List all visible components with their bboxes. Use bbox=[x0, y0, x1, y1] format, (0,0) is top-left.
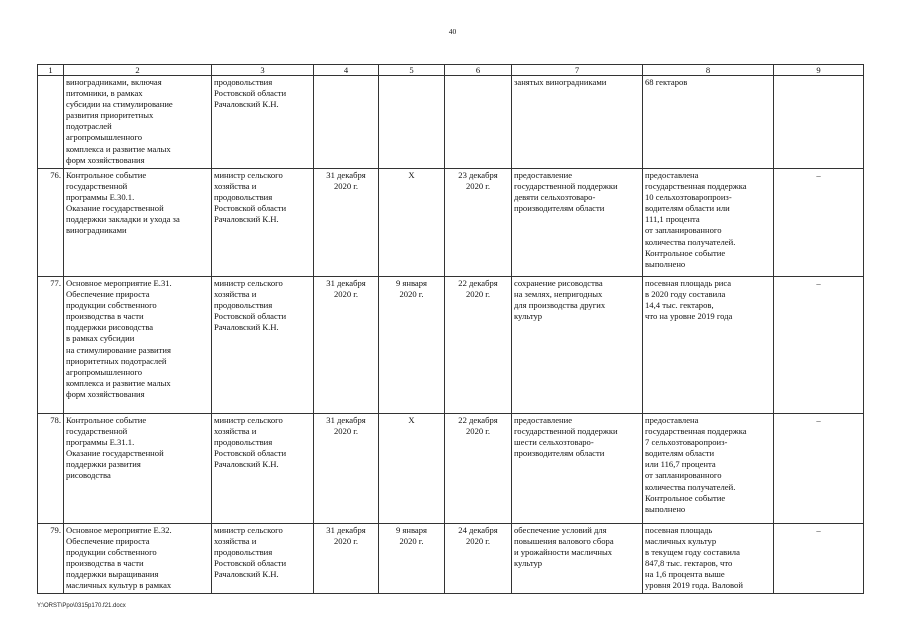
column-number: 5 bbox=[379, 65, 445, 76]
responsible-cell bbox=[212, 76, 314, 169]
cell-text-line: на стимулирование развития bbox=[66, 344, 171, 355]
cell-text-line: Рачаловский К.Н. bbox=[214, 569, 279, 580]
table-row-78 bbox=[38, 414, 864, 524]
start-date-cell bbox=[379, 414, 445, 524]
cell-text-line: масличных культур в рамках bbox=[66, 580, 172, 591]
cell-text-line: Ростовской области bbox=[214, 203, 287, 214]
cell-text-line: Рачаловский К.Н. bbox=[214, 99, 279, 110]
cell-text-line: 31 декабря bbox=[326, 415, 366, 425]
fact-date-cell bbox=[445, 277, 512, 414]
plan-date-cell bbox=[314, 277, 379, 414]
cell-text-line: на 1,6 процента выше bbox=[645, 569, 725, 580]
cell-text-line: водителям области bbox=[645, 448, 715, 459]
cell-text-line: 22 декабря bbox=[458, 278, 498, 288]
cell-text-line: 23 декабря bbox=[458, 170, 498, 180]
table-row-77 bbox=[38, 277, 864, 414]
row-number: 78. bbox=[38, 414, 64, 524]
cell-text-line: в 2020 году составила bbox=[645, 289, 726, 300]
cell-text-line: в текущем году составила bbox=[645, 547, 740, 558]
event-cell bbox=[64, 76, 212, 169]
cell-text-line: количества получателей. bbox=[645, 481, 736, 492]
cell-text-line: Ростовской области bbox=[214, 448, 287, 459]
cell-text-line: 31 декабря bbox=[326, 170, 366, 180]
cell-text-line: количества получателей. bbox=[645, 236, 736, 247]
table-row-79 bbox=[38, 524, 864, 594]
actual-result-cell bbox=[643, 277, 774, 414]
cell-text-line: на землях, непригодных bbox=[514, 289, 603, 300]
note-cell bbox=[774, 414, 864, 524]
event-cell bbox=[64, 414, 212, 524]
cell-text-line: 7 сельхозтоваропроиз- bbox=[645, 437, 728, 448]
cell-text-line: министр сельского bbox=[214, 170, 283, 180]
cell-text-line: 10 сельхозтоваропроиз- bbox=[645, 192, 732, 203]
cell-text-line: продовольствия bbox=[214, 547, 273, 558]
note-cell bbox=[774, 76, 864, 169]
cell-text-line: Ростовской области bbox=[214, 311, 287, 322]
cell-text-line: Оказание государственной bbox=[66, 448, 164, 459]
column-number: 2 bbox=[64, 65, 212, 76]
fact-date-cell bbox=[445, 414, 512, 524]
cell-text-line: Обеспечение прироста bbox=[66, 289, 150, 300]
cell-text-line: посевная площадь bbox=[645, 525, 713, 535]
column-number: 7 bbox=[512, 65, 643, 76]
cell-text-line: – bbox=[816, 170, 821, 180]
cell-text-line: 2020 г. bbox=[465, 181, 491, 192]
cell-text-line: государственная поддержка bbox=[645, 426, 747, 437]
cell-text-line: 2020 г. bbox=[465, 289, 491, 300]
cell-text-line: приоритетных подотраслей bbox=[66, 355, 167, 366]
actual-result-cell bbox=[643, 524, 774, 594]
cell-text-line: государственной bbox=[66, 426, 128, 437]
cell-text-line: или 116,7 процента bbox=[645, 459, 716, 470]
cell-text-line: повышения валового сбора bbox=[514, 536, 614, 547]
cell-text-line: Ростовской области bbox=[214, 558, 287, 569]
cell-text-line: Обеспечение прироста bbox=[66, 536, 150, 547]
column-number-row bbox=[38, 65, 864, 76]
cell-text-line: от запланированного bbox=[645, 470, 722, 481]
cell-text-line: шести сельхозтоваро- bbox=[514, 437, 594, 448]
start-date-cell bbox=[379, 524, 445, 594]
cell-text-line: программы Е.30.1. bbox=[66, 192, 135, 203]
cell-text-line: 2020 г. bbox=[399, 289, 424, 300]
cell-text-line: и урожайности масличных bbox=[514, 547, 613, 558]
responsible-cell bbox=[212, 414, 314, 524]
cell-text-line: комплекса и развитие малых bbox=[66, 143, 171, 154]
note-cell bbox=[774, 524, 864, 594]
planned-result-cell bbox=[512, 169, 643, 277]
cell-text-line: Оказание государственной bbox=[66, 203, 164, 214]
cell-text-line: развития приоритетных bbox=[66, 110, 154, 121]
cell-text-line: выполнено bbox=[645, 258, 686, 269]
row-number: 77. bbox=[38, 277, 64, 414]
cell-text-line: 847,8 тыс. гектаров, что bbox=[645, 558, 733, 569]
actual-result-cell bbox=[643, 169, 774, 277]
cell-text-line: хозяйства и bbox=[214, 181, 257, 192]
cell-text-line: – bbox=[816, 415, 821, 425]
cell-text-line: Ростовской области bbox=[214, 88, 287, 99]
start-date-cell bbox=[379, 76, 445, 169]
cell-text-line: Основное мероприятие Е.32. bbox=[66, 525, 172, 535]
event-cell bbox=[64, 277, 212, 414]
cell-text-line: 24 декабря bbox=[458, 525, 498, 535]
plan-date-cell bbox=[314, 524, 379, 594]
cell-text-line: культур bbox=[514, 311, 543, 322]
page-number: 40 bbox=[448, 27, 457, 36]
cell-text-line: Контрольное событие bbox=[66, 415, 147, 425]
column-number: 6 bbox=[445, 65, 512, 76]
planned-result-cell bbox=[512, 277, 643, 414]
column-number: 8 bbox=[643, 65, 774, 76]
cell-text-line: от запланированного bbox=[645, 225, 722, 236]
cell-text-line: Контрольное событие bbox=[645, 247, 726, 258]
cell-text-line: Рачаловский К.Н. bbox=[214, 322, 279, 333]
row-number bbox=[38, 76, 64, 169]
cell-text-line: масличных культур bbox=[645, 536, 717, 547]
cell-text-line: продовольствия bbox=[214, 192, 273, 203]
cell-text-line: Х bbox=[408, 170, 415, 180]
cell-text-line: подотраслей bbox=[66, 121, 112, 132]
cell-text-line: в рамках субсидии bbox=[66, 333, 135, 344]
planned-result-cell bbox=[512, 524, 643, 594]
cell-text-line: водителям области или bbox=[645, 203, 730, 214]
fact-date-cell bbox=[445, 524, 512, 594]
cell-text-line: предоставлена bbox=[645, 415, 699, 425]
start-date-cell bbox=[379, 169, 445, 277]
column-number: 3 bbox=[212, 65, 314, 76]
cell-text-line: девяти сельхозтоваро- bbox=[514, 192, 596, 203]
cell-text-line: хозяйства и bbox=[214, 289, 257, 300]
column-number: 1 bbox=[38, 65, 64, 76]
cell-text-line: обеспечение условий для bbox=[514, 525, 607, 535]
cell-text-line: предоставление bbox=[514, 415, 573, 425]
responsible-cell bbox=[212, 524, 314, 594]
cell-text-line: Х bbox=[408, 415, 415, 425]
row-number: 79. bbox=[38, 524, 64, 594]
event-cell bbox=[64, 169, 212, 277]
cell-text-line: рисоводства bbox=[66, 470, 111, 481]
cell-text-line: программы Е.31.1. bbox=[66, 437, 135, 448]
cell-text-line: что на уровне 2019 года bbox=[645, 311, 733, 322]
cell-text-line: форм хозяйствования bbox=[66, 388, 145, 399]
cell-text-line: форм хозяйствования bbox=[66, 154, 145, 165]
cell-text-line: 9 января bbox=[395, 278, 427, 288]
cell-text-line: 2020 г. bbox=[333, 289, 359, 300]
cell-text-line: субсидии на стимулирование bbox=[66, 99, 173, 110]
cell-text-line: хозяйства и bbox=[214, 536, 257, 547]
cell-text-line: 68 гектаров bbox=[645, 77, 688, 87]
cell-text-line: предоставлена bbox=[645, 170, 699, 180]
file-path-footer: Y:\ORST\Ppo\0315p170.f21.docx bbox=[37, 603, 126, 609]
cell-text-line: предоставление bbox=[514, 170, 573, 180]
cell-text-line: 2020 г. bbox=[333, 536, 359, 547]
cell-text-line: занятых виноградниками bbox=[514, 77, 607, 87]
cell-text-line: министр сельского bbox=[214, 415, 283, 425]
cell-text-line: хозяйства и bbox=[214, 426, 257, 437]
responsible-cell bbox=[212, 277, 314, 414]
cell-text-line: сохранение рисоводства bbox=[514, 278, 603, 288]
plan-date-cell bbox=[314, 169, 379, 277]
cell-text-line: агропромышленного bbox=[66, 132, 142, 143]
planned-result-cell bbox=[512, 414, 643, 524]
cell-text-line: питомники, в рамках bbox=[66, 88, 143, 99]
cell-text-line: продукции собственного bbox=[66, 300, 157, 311]
row-number: 76. bbox=[38, 169, 64, 277]
plan-date-cell bbox=[314, 76, 379, 169]
planned-result-cell bbox=[512, 76, 643, 169]
cell-text-line: виноградниками bbox=[66, 225, 127, 236]
cell-text-line: – bbox=[816, 278, 821, 288]
cell-text-line: культур bbox=[514, 558, 543, 569]
cell-text-line: 22 декабря bbox=[458, 415, 498, 425]
cell-text-line: 14,4 тыс. гектаров, bbox=[645, 300, 714, 311]
cell-text-line: посевная площадь риса bbox=[645, 278, 732, 288]
cell-text-line: производителям области bbox=[514, 203, 605, 214]
cell-text-line: продовольствия bbox=[214, 77, 273, 87]
note-cell bbox=[774, 277, 864, 414]
cell-text-line: министр сельского bbox=[214, 278, 283, 288]
cell-text-line: уровня 2019 года. Валовой bbox=[645, 580, 743, 591]
cell-text-line: поддержки развития bbox=[66, 459, 141, 470]
column-number: 9 bbox=[774, 65, 864, 76]
plan-date-cell bbox=[314, 414, 379, 524]
start-date-cell bbox=[379, 277, 445, 414]
cell-text-line: виноградниками, включая bbox=[66, 77, 162, 87]
table-row-continued bbox=[38, 76, 864, 169]
cell-text-line: производства в части bbox=[66, 311, 144, 322]
table-row-76 bbox=[38, 169, 864, 277]
cell-text-line: продовольствия bbox=[214, 300, 273, 311]
cell-text-line: государственная поддержка bbox=[645, 181, 747, 192]
cell-text-line: продукции собственного bbox=[66, 547, 157, 558]
fact-date-cell bbox=[445, 169, 512, 277]
cell-text-line: – bbox=[816, 525, 821, 535]
cell-text-line: поддержки закладки и ухода за bbox=[66, 214, 180, 225]
cell-text-line: 31 декабря bbox=[326, 278, 366, 288]
cell-text-line: 2020 г. bbox=[399, 536, 424, 547]
cell-text-line: 9 января bbox=[395, 525, 427, 535]
cell-text-line: государственной поддержки bbox=[514, 181, 618, 192]
column-number: 4 bbox=[314, 65, 379, 76]
actual-result-cell bbox=[643, 76, 774, 169]
cell-text-line: производства в части bbox=[66, 558, 144, 569]
cell-text-line: Контрольное событие bbox=[66, 170, 147, 180]
actual-result-cell bbox=[643, 414, 774, 524]
cell-text-line: 2020 г. bbox=[465, 536, 491, 547]
cell-text-line: министр сельского bbox=[214, 525, 283, 535]
cell-text-line: Контрольное событие bbox=[645, 492, 726, 503]
cell-text-line: для производства других bbox=[514, 300, 606, 311]
cell-text-line: 2020 г. bbox=[465, 426, 491, 437]
cell-text-line: Рачаловский К.Н. bbox=[214, 459, 279, 470]
fact-date-cell bbox=[445, 76, 512, 169]
cell-text-line: государственной поддержки bbox=[514, 426, 618, 437]
cell-text-line: комплекса и развитие малых bbox=[66, 377, 171, 388]
cell-text-line: Основное мероприятие Е.31. bbox=[66, 278, 172, 288]
events-table bbox=[37, 64, 864, 594]
cell-text-line: 111,1 процента bbox=[645, 214, 700, 225]
cell-text-line: агропромышленного bbox=[66, 366, 142, 377]
cell-text-line: Рачаловский К.Н. bbox=[214, 214, 279, 225]
responsible-cell bbox=[212, 169, 314, 277]
cell-text-line: выполнено bbox=[645, 503, 686, 514]
cell-text-line: производителям области bbox=[514, 448, 605, 459]
note-cell bbox=[774, 169, 864, 277]
cell-text-line: поддержки выращивания bbox=[66, 569, 159, 580]
cell-text-line: 2020 г. bbox=[333, 426, 359, 437]
cell-text-line: 31 декабря bbox=[326, 525, 366, 535]
event-cell bbox=[64, 524, 212, 594]
cell-text-line: продовольствия bbox=[214, 437, 273, 448]
cell-text-line: 2020 г. bbox=[333, 181, 359, 192]
cell-text-line: государственной bbox=[66, 181, 128, 192]
cell-text-line: поддержки рисоводства bbox=[66, 322, 154, 333]
